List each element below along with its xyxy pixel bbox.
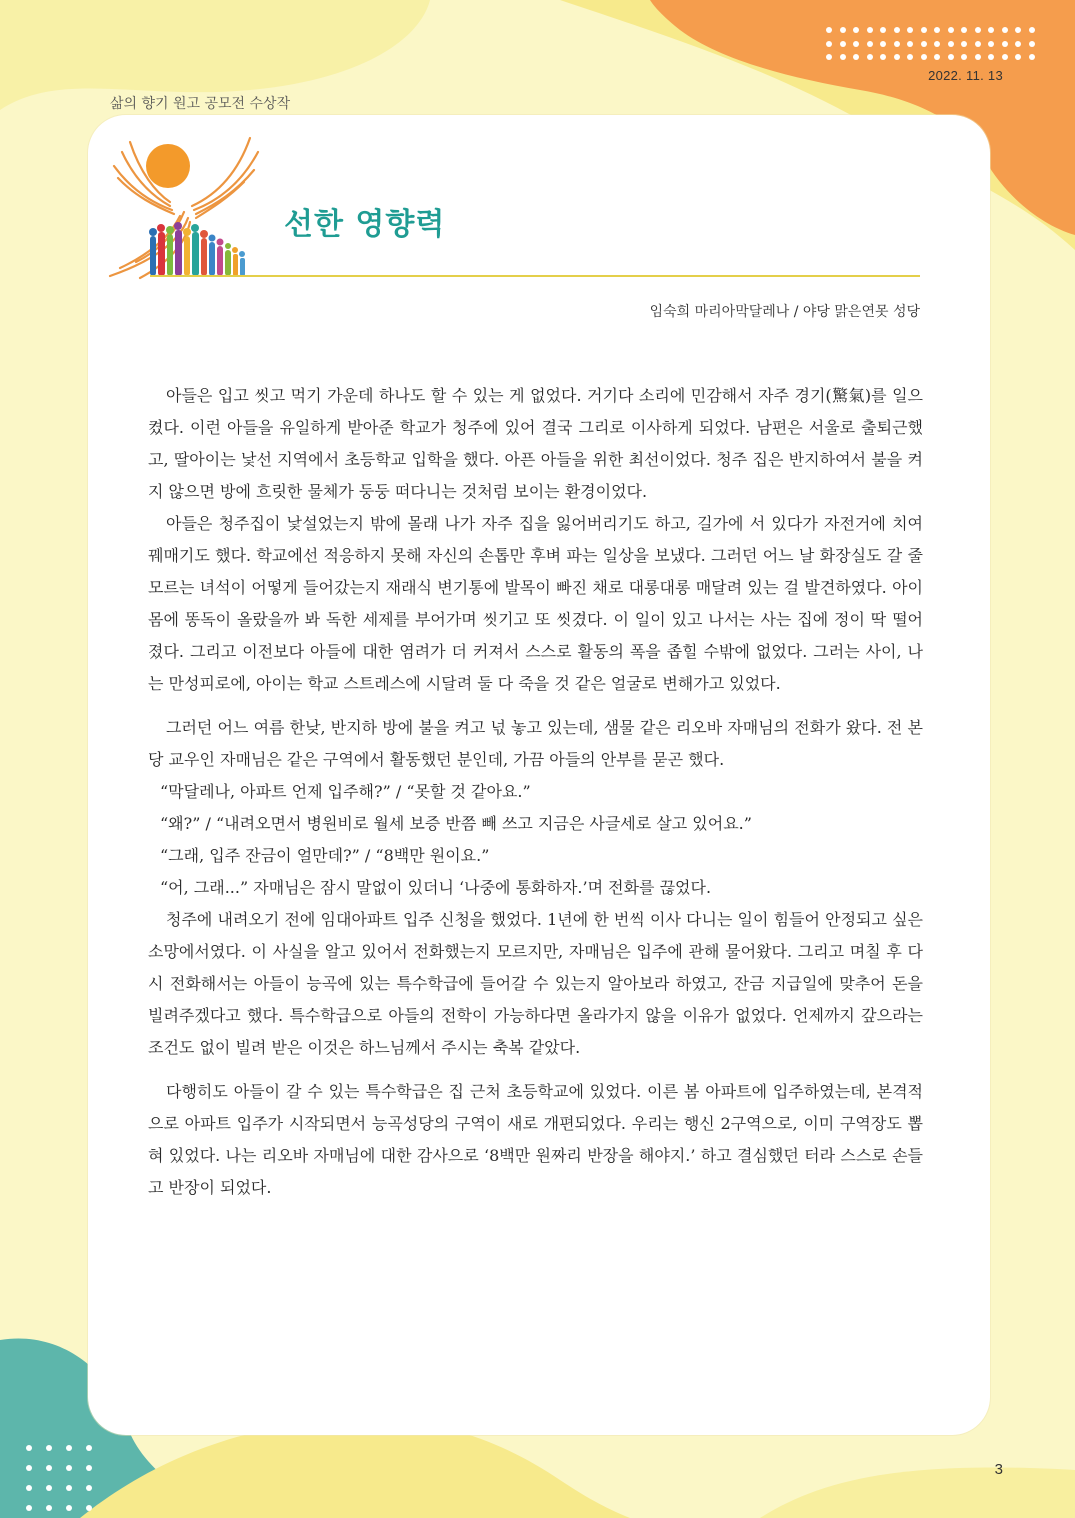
decorative-dot — [921, 41, 927, 47]
decorative-dot — [988, 41, 994, 47]
logo-icon — [100, 132, 260, 280]
decorative-dot — [880, 41, 886, 47]
decorative-dot — [46, 1485, 52, 1491]
decorative-dot — [26, 1445, 32, 1451]
decorative-dot — [826, 41, 832, 47]
decorative-dot — [853, 54, 859, 60]
decorative-dot — [26, 1505, 32, 1511]
paragraph: 다행히도 아들이 갈 수 있는 특수학급은 집 근처 초등학교에 있었다. 이른 봄 아파트에 입주하였는데, 본격적으로 아파트 입주가 시작되면서 능곡성당의 구역이 새로 개편되었다. 우리는 행신 2구역으로, 이미 구역장도 뽑혀 있었다. 나는 리오바 자매님에 대한 감사으로 ‘8백만 원짜리 반장을 해야지.’ 하고 결심했던 터라 스스로 손들고 반장이 되었다. — [148, 1082, 923, 1197]
decorative-dot — [1029, 54, 1035, 60]
decorative-dot — [46, 1445, 52, 1451]
decorative-dot — [907, 41, 913, 47]
decorative-dot — [988, 54, 994, 60]
decorative-dot — [1002, 41, 1008, 47]
decorative-dot — [1002, 54, 1008, 60]
decorative-dot — [934, 41, 940, 47]
decorative-dot — [86, 1485, 92, 1491]
decorative-dot — [975, 54, 981, 60]
decorative-dot — [948, 27, 954, 33]
decorative-dot — [975, 41, 981, 47]
decorative-dot — [853, 27, 859, 33]
decorative-dot — [853, 41, 859, 47]
section-label: 삶의 향기 원고 공모전 수상작 — [110, 96, 291, 112]
dialogue-line: “막달레나, 아파트 언제 입주해?” / “못할 것 같아요.” — [160, 782, 531, 801]
dialogue-line: “왜?” / “내려오면서 병원비로 월세 보증 반쯤 빼 쓰고 지금은 사글세로 살고 있어요.” — [160, 814, 752, 833]
decorative-dot — [1015, 54, 1021, 60]
page-number: 3 — [994, 1461, 1003, 1478]
decorative-dot — [1029, 27, 1035, 33]
decorative-dot — [921, 54, 927, 60]
decorative-dot — [826, 54, 832, 60]
decorative-dot — [880, 27, 886, 33]
decorative-dot — [948, 54, 954, 60]
decorative-dot — [66, 1445, 72, 1451]
decorative-dot — [86, 1445, 92, 1451]
decorative-dot — [826, 27, 832, 33]
decorative-dot — [961, 41, 967, 47]
decorative-dot — [921, 27, 927, 33]
decorative-dot — [1029, 41, 1035, 47]
decorative-dot — [66, 1465, 72, 1471]
decorative-dot — [867, 54, 873, 60]
decorative-dot — [46, 1465, 52, 1471]
paragraph: 청주에 내려오기 전에 임대아파트 입주 신청을 했었다. 1년에 한 번씩 이사 다니는 일이 힘들어 안정되고 싶은 소망에서였다. 이 사실을 알고 있어서 전화했는지 모르지만, 자매님은 입주에 관해 물어왔다. 그리고 며칠 후 다시 전화해서는 아들이 능곡에 있는 특수학급에 들어갈 수 있는지 알아보라 하였고, 잔금 지급일에 맞추어 돈을 빌려주겠다고 했다. 특수학급으로 아들의 전학이 가능하다면 올라가지 않을 이유가 없었다. 언제까지 갚으라는 조건도 없이 빌려 받은 이것은 하느님께서 주시는 축복 같았다. — [148, 910, 923, 1057]
decorative-dot — [86, 1465, 92, 1471]
decorative-dot — [86, 1505, 92, 1511]
title-divider — [150, 275, 920, 277]
decorative-dot — [907, 27, 913, 33]
decorative-dot — [1002, 27, 1008, 33]
decorative-dot — [907, 54, 913, 60]
decorative-dot — [894, 54, 900, 60]
paragraph: 아들은 입고 씻고 먹기 가운데 하나도 할 수 있는 게 없었다. 거기다 소리에 민감해서 자주 경기(驚氣)를 일으켰다. 이런 아들을 유일하게 받아준 학교가 청주에 있어 결국 그리로 이사하게 되었다. 남편은 서울로 출퇴근했고, 딸아이는 낯선 지역에서 초등학교 입학을 했다. 아픈 아들을 위한 최선이었다. 청주 집은 반지하여서 불을 켜지 않으면 방에 흐릿한 물체가 둥둥 떠다니는 것처럼 보이는 환경이었다. — [148, 386, 923, 501]
decorative-dot — [934, 54, 940, 60]
decorative-dot — [46, 1505, 52, 1511]
decorative-dot — [961, 27, 967, 33]
decorative-dot — [975, 27, 981, 33]
decorative-dot — [894, 27, 900, 33]
decorative-dot — [880, 54, 886, 60]
decorative-dot — [66, 1505, 72, 1511]
decorative-dot — [1015, 41, 1021, 47]
decorative-dot — [840, 54, 846, 60]
article-body — [148, 380, 923, 1204]
dialogue-line: “그래, 입주 잔금이 얼만데?” / “8백만 원이요.” — [160, 846, 490, 865]
decorative-dot — [961, 54, 967, 60]
article-author: 임숙희 마리아막달레나 / 야당 맑은연못 성당 — [649, 304, 920, 320]
article-title: 선한 영향력 — [284, 207, 446, 242]
decorative-dot — [867, 27, 873, 33]
decorative-dot — [840, 27, 846, 33]
paragraph: 아들은 청주집이 낯설었는지 밖에 몰래 나가 자주 집을 잃어버리기도 하고, 길가에 서 있다가 자전거에 치여 꿰매기도 했다. 학교에선 적응하지 못해 자신의 손톱만 후벼 파는 일상을 보냈다. 그러던 어느 날 화장실도 갈 줄 모르는 녀석이 어떻게 들어갔는지 재래식 변기통에 발목이 빠진 채로 대롱대롱 매달려 있는 걸 발견하였다. 아이 몸에 똥독이 올랐을까 봐 독한 세제를 부어가며 씻기고 또 씻겼다. 이 일이 있고 나서는 사는 집에 정이 딱 떨어졌다. 그리고 이전보다 아들에 대한 염려가 더 커져서 스스로 활동의 폭을 좁힐 수밖에 없었다. 그러는 사이, 나는 만성피로에, 아이는 학교 스트레스에 시달려 둘 다 죽을 것 같은 얼굴로 변해가고 있었다. — [148, 514, 923, 693]
issue-date: 2022. 11. 13 — [928, 68, 1003, 83]
decorative-dot — [894, 41, 900, 47]
decorative-dot — [26, 1465, 32, 1471]
decorative-dot — [26, 1485, 32, 1491]
decorative-dot — [948, 41, 954, 47]
dot-grid-top-right — [826, 27, 1056, 67]
decorative-dot — [867, 41, 873, 47]
decorative-dot — [934, 27, 940, 33]
decorative-dot — [988, 27, 994, 33]
dot-grid-bottom-left — [26, 1445, 106, 1515]
decorative-dot — [1015, 27, 1021, 33]
decorative-dot — [66, 1485, 72, 1491]
dialogue-line: “어, 그래...” 자매님은 잠시 말없이 있더니 ‘나중에 통화하자.’며 전화를 끊었다. — [160, 878, 712, 897]
paragraph: 그러던 어느 여름 한낮, 반지하 방에 불을 켜고 넋 놓고 있는데, 샘물 같은 리오바 자매님의 전화가 왔다. 전 본당 교우인 자매님은 같은 구역에서 활동했던 분인데, 가끔 아들의 안부를 묻곤 했다. — [148, 718, 923, 769]
decorative-dot — [840, 41, 846, 47]
